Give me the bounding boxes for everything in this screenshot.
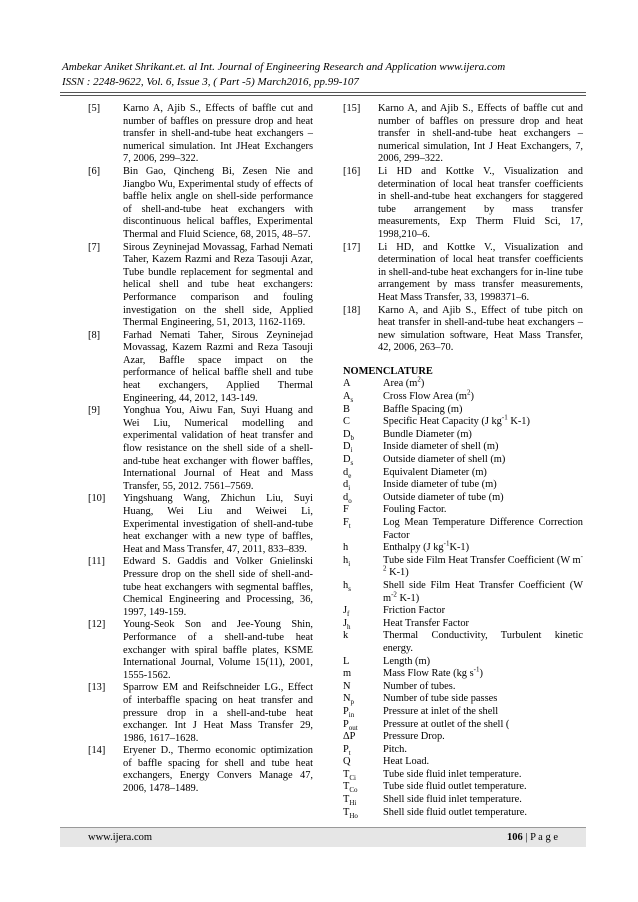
nomenclature-item xyxy=(343,693,583,706)
footer-url: www.ijera.com xyxy=(88,832,153,843)
symbol-letter: F xyxy=(343,517,349,528)
nomenclature-definition: Specific Heat Capacity (J kg xyxy=(383,416,502,428)
nomenclature-list xyxy=(343,378,583,819)
nomenclature-symbol xyxy=(343,794,356,807)
nomenclature-symbol xyxy=(343,416,350,429)
symbol-subscript: o xyxy=(348,496,352,505)
symbol-letter: T xyxy=(343,794,350,806)
symbol-letter: A xyxy=(343,378,351,390)
nomenclature-item xyxy=(343,781,583,794)
reference-text: Farhad Nemati Taher, Sirous Zeyninejad Movassag, Kazem Razmi and Reza Tasouji Azar, Baffle space impact on the performance of helical baffle shell and tube heat exchangers, Applied Thermal Engineering, 44, 2012, 143-149. xyxy=(123,329,313,404)
reference-number: [13] xyxy=(88,682,106,694)
nomenclature-item xyxy=(343,517,583,542)
reference-number: [9] xyxy=(88,405,101,417)
right-column xyxy=(343,103,583,819)
nomenclature-symbol xyxy=(343,517,351,530)
reference-text: Eryener D., Thermo economic optimization of baffle spacing for shell and tube heat exchangers, Energy Convers Manage 47, 2006, 1478–1489. xyxy=(123,745,313,795)
definition-superscript: -1 xyxy=(473,665,480,674)
symbol-subscript: Hi xyxy=(349,799,357,808)
nomenclature-definition: Log Mean Temperature Difference Correction Factor xyxy=(383,517,583,541)
page-number: 106 xyxy=(507,832,523,843)
reference-number: [5] xyxy=(88,103,101,114)
definition-superscript: -1 xyxy=(501,413,508,422)
reference-number: [10] xyxy=(88,493,106,505)
nomenclature-symbol xyxy=(343,668,351,681)
symbol-subscript: in xyxy=(348,710,355,719)
nomenclature-definition: Pressure at inlet of the shell xyxy=(383,705,499,717)
reference-item xyxy=(88,556,313,619)
nomenclature-definition: Fouling Factor. xyxy=(383,504,447,516)
reference-number: [11] xyxy=(88,556,105,568)
symbol-letter: d xyxy=(343,479,349,491)
nomenclature-symbol xyxy=(343,605,349,618)
reference-number: [8] xyxy=(88,329,101,341)
symbol-letter: N xyxy=(343,693,351,705)
nomenclature-definition: Heat Load. xyxy=(383,756,430,768)
nomenclature-definition: Length (m) xyxy=(383,655,431,667)
symbol-letter: N xyxy=(343,680,351,692)
reference-item xyxy=(88,330,313,406)
symbol-subscript: i xyxy=(348,559,351,568)
definition-tail: K-1) xyxy=(449,542,470,554)
symbol-letter: P xyxy=(343,705,349,717)
reference-text: Bin Gao, Qincheng Bi, Zesen Nie and Jiangbo Wu, Experimental study of effects of baffle helix angle on shell-side performance of shell-and-tube heat exchangers with discontinuous helical baffles, Experimental Thermal and Fluid Science, 68, 2015, 48–57. xyxy=(123,165,313,240)
nomenclature-item xyxy=(343,552,583,580)
definition-tail: ) xyxy=(470,391,474,403)
nomenclature-item xyxy=(343,454,583,467)
reference-number: [16] xyxy=(343,165,361,177)
reference-item xyxy=(88,242,313,330)
page-footer xyxy=(60,827,586,847)
symbol-subscript: p xyxy=(350,698,355,707)
nomenclature-definition: Tube side fluid inlet temperature. xyxy=(383,768,522,780)
nomenclature-symbol xyxy=(343,555,350,568)
symbol-letter: k xyxy=(343,630,349,642)
symbol-letter: D xyxy=(343,441,351,453)
definition-tail: K-1) xyxy=(507,416,530,428)
reference-text: Young-Seok Son and Jee-Young Shin, Performance of a shell-and-tube heat exchanger with spiral baffle plates, KSME International Journal, Volume 15(11), 2001, 1555-1562. xyxy=(123,619,313,681)
symbol-subscript: e xyxy=(348,471,352,480)
definition-superscript: -2 xyxy=(391,590,397,599)
nomenclature-item xyxy=(343,706,583,719)
nomenclature-definition: Shell side Film Heat Transfer Coefficient (W m xyxy=(383,579,583,604)
nomenclature-definition: Shell side fluid outlet temperature. xyxy=(383,806,527,818)
symbol-letter: L xyxy=(343,655,350,667)
nomenclature-item xyxy=(343,580,583,605)
nomenclature-item xyxy=(343,807,583,820)
nomenclature-item xyxy=(343,492,583,505)
symbol-letter: h xyxy=(343,579,349,591)
nomenclature-symbol xyxy=(343,504,349,517)
reference-number: [12] xyxy=(88,619,106,631)
nomenclature-definition: Cross Flow Area (m xyxy=(383,391,467,403)
nomenclature-definition: Inside diameter of tube (m) xyxy=(383,479,497,491)
nomenclature-symbol xyxy=(343,378,351,391)
nomenclature-symbol xyxy=(343,618,351,631)
nomenclature-symbol xyxy=(343,769,356,782)
symbol-letter: D xyxy=(343,428,351,440)
definition-superscript: 2 xyxy=(467,388,471,397)
symbol-subscript: t xyxy=(348,748,351,757)
reference-item xyxy=(88,619,313,682)
nomenclature-item xyxy=(343,467,583,480)
header-rule-bottom xyxy=(60,95,586,96)
definition-superscript: -2 xyxy=(383,552,583,573)
reference-text: Sirous Zeyninejad Movassag, Farhad Nemati Taher, Kazem Razmi and Reza Tasouji Azar, Tube bundle replacement for segmental and helical shell and tube heat exchangers: Performance comparison and fouling investigation on the shell side, Applied Thermal Engineering, 51, 2013, 1162-1169. xyxy=(123,241,313,329)
nomenclature-definition: Baffle Spacing (m) xyxy=(383,403,463,415)
reference-item xyxy=(343,103,583,166)
reference-text: Sparrow EM and Reifschneider LG., Effect of interbaffle spacing on heat transfer and pressure drop in a shell-and-tube heat exchanger. Int J Heat Mass Transfer 29, 1986, 1617–1628. xyxy=(123,682,313,744)
nomenclature-symbol xyxy=(343,479,350,492)
header-issn: ISSN : 2248-9622, Vol. 6, Issue 3, ( Part -5) March2016, pp.99-107 xyxy=(62,76,359,88)
reference-item xyxy=(88,493,313,556)
symbol-letter: T xyxy=(343,806,350,818)
nomenclature-item xyxy=(343,756,583,769)
nomenclature-item xyxy=(343,429,583,442)
nomenclature-definition: Area (m xyxy=(383,378,418,390)
symbol-subscript: t xyxy=(348,522,351,531)
symbol-subscript: Ho xyxy=(349,811,358,820)
reference-item xyxy=(88,405,313,493)
reference-number: [18] xyxy=(343,304,361,316)
symbol-letter: C xyxy=(343,416,350,428)
symbol-subscript: s xyxy=(350,396,354,405)
running-header xyxy=(62,60,582,90)
nomenclature-symbol xyxy=(343,429,354,442)
nomenclature-definition: Pressure Drop. xyxy=(383,731,445,743)
nomenclature-definition: Equivalent Diameter (m) xyxy=(383,466,487,478)
symbol-letter: d xyxy=(343,491,349,503)
reference-number: [17] xyxy=(343,241,361,253)
nomenclature-item xyxy=(343,618,583,631)
nomenclature-item xyxy=(343,731,583,744)
reference-text: Li HD, and Kottke V., Visualization and determination of local heat transfer coefficients in shell-and-tube heat exchangers for in-line tube arrangement by mass transfer measurements, Heat Mass Transfer, 33, 1998371–6. xyxy=(378,241,583,303)
symbol-subscript: h xyxy=(347,622,351,631)
definition-superscript: 2 xyxy=(417,376,421,384)
symbol-subscript: i xyxy=(350,446,353,455)
symbol-subscript: Co xyxy=(349,786,358,795)
nomenclature-definition: Inside diameter of shell (m) xyxy=(383,441,499,453)
nomenclature-definition: Heat Transfer Factor xyxy=(383,617,469,629)
reference-text: Karno A, and Ajib S., Effect of tube pitch on heat transfer in shell-and-tube heat exchangers – new simulation software, Heat Mass Transfer, 42, 2006, 263–70. xyxy=(378,304,583,354)
symbol-subscript: s xyxy=(350,459,354,468)
nomenclature-item xyxy=(343,504,583,517)
symbol-letter: P xyxy=(343,718,349,730)
reference-text: Karno A, and Ajib S., Effects of baffle cut and number of baffles on pressure drop and heat transfer in shell-and-tube heat exchangers – numerical simulation, Int J Heat Exchangers, 7, 2006, 299–322. xyxy=(378,103,583,165)
nomenclature-item xyxy=(343,681,583,694)
definition-tail: K-1) xyxy=(396,592,420,604)
symbol-letter: A xyxy=(343,391,351,403)
reference-item xyxy=(88,103,313,166)
nomenclature-item xyxy=(343,413,583,429)
reference-item xyxy=(88,682,313,745)
definition-tail: ) xyxy=(420,378,425,390)
nomenclature-symbol xyxy=(343,681,351,694)
definition-tail: ) xyxy=(479,668,483,680)
reference-number: [6] xyxy=(88,165,101,177)
nomenclature-definition: Outside diameter of tube (m) xyxy=(383,491,504,503)
nomenclature-symbol xyxy=(343,454,353,467)
symbol-letter: P xyxy=(343,743,349,755)
nomenclature-symbol xyxy=(343,580,351,593)
reference-number: [15] xyxy=(343,103,361,114)
page-label: | P a g e xyxy=(522,832,558,843)
nomenclature-item xyxy=(343,744,583,757)
nomenclature-symbol xyxy=(343,756,351,769)
reference-item xyxy=(343,305,583,355)
nomenclature-symbol xyxy=(343,391,353,404)
definition-superscript: -1 xyxy=(443,539,450,548)
nomenclature-item xyxy=(343,441,583,454)
nomenclature-item xyxy=(343,404,583,417)
symbol-letter: J xyxy=(343,605,348,617)
footer-page-number xyxy=(507,828,558,847)
nomenclature-item xyxy=(343,605,583,618)
symbol-subscript: Ci xyxy=(349,773,356,782)
nomenclature-definition: Tube side Film Heat Transfer Coefficient (W m xyxy=(383,554,581,566)
nomenclature-symbol xyxy=(343,492,352,505)
nomenclature-definition: Enthalpy (J kg xyxy=(383,542,444,554)
references-left-column xyxy=(88,103,313,796)
nomenclature-item xyxy=(343,794,583,807)
nomenclature-definition: Outside diameter of shell (m) xyxy=(383,454,506,466)
nomenclature-symbol xyxy=(343,719,358,732)
symbol-letter: B xyxy=(343,403,350,415)
reference-text: Karno A, Ajib S., Effects of baffle cut and number of baffles on pressure drop and heat transfer in shell-and-tube heat exchangers – numerical simulation. Int JHeat Exchangers 7, 2006, 299–322. xyxy=(123,103,313,165)
symbol-letter: m xyxy=(343,668,352,680)
nomenclature-symbol xyxy=(343,404,350,417)
symbol-subscript: out xyxy=(348,723,358,732)
symbol-letter: D xyxy=(343,454,351,466)
nomenclature-definition: Mass Flow Rate (kg s xyxy=(383,668,474,680)
reference-item xyxy=(343,166,583,242)
nomenclature-item xyxy=(343,378,583,391)
symbol-letter: T xyxy=(343,781,350,793)
nomenclature-definition: Bundle Diameter (m) xyxy=(383,428,472,440)
symbol-letter: F xyxy=(343,504,349,516)
nomenclature-item xyxy=(343,630,583,655)
nomenclature-item xyxy=(343,479,583,492)
nomenclature-symbol xyxy=(343,807,358,820)
symbol-letter: J xyxy=(343,617,348,629)
nomenclature-definition: Pitch. xyxy=(383,743,407,755)
nomenclature-definition: Pressure at outlet of the shell ( xyxy=(383,718,510,730)
nomenclature-symbol xyxy=(343,467,351,480)
nomenclature-heading: NOMENCLATURE xyxy=(343,365,433,377)
nomenclature-symbol xyxy=(343,630,348,643)
nomenclature-definition: Thermal Conductivity, Turbulent kinetic energy. xyxy=(383,630,583,654)
header-rule-top xyxy=(60,92,586,93)
symbol-subscript: i xyxy=(348,484,351,493)
nomenclature-definition: Shell side fluid inlet temperature. xyxy=(383,794,522,806)
nomenclature-item xyxy=(343,665,583,681)
symbol-subscript: f xyxy=(347,610,350,619)
nomenclature-definition: Tube side fluid outlet temperature. xyxy=(383,781,527,793)
symbol-letter: h xyxy=(343,542,349,554)
references-right-list xyxy=(343,103,583,355)
nomenclature-item xyxy=(343,719,583,732)
symbol-letter: ΔP xyxy=(343,731,356,743)
nomenclature-symbol xyxy=(343,781,358,794)
nomenclature-symbol xyxy=(343,744,351,757)
nomenclature-symbol xyxy=(343,542,348,555)
symbol-subscript: s xyxy=(348,585,351,594)
reference-number: [7] xyxy=(88,241,101,253)
reference-text: Li HD and Kottke V., Visualization and determination of local heat transfer coefficients in shell-and-tube heat exchangers for staggered tube arrangement by mass transfer measurements, Exp Therm Fluid Sci, 17, 1998,210–6. xyxy=(378,165,583,240)
reference-item xyxy=(343,242,583,305)
reference-text: Yonghua You, Aiwu Fan, Suyi Huang and Wei Liu, Numerical modelling and experimental validation of heat transfer and flow resistance on the shell side of a shell-and-tube heat exchanger with flower baffles, International Journal of Heat and Mass Transfer, 55, 2012. 7561–7569. xyxy=(123,405,313,492)
nomenclature-item xyxy=(343,539,583,555)
definition-tail: K-1) xyxy=(386,567,409,579)
header-citation: Ambekar Aniket Shrikant.et. al Int. Journal of Engineering Research and Application www.ijera.com xyxy=(62,61,506,73)
symbol-letter: h xyxy=(343,554,349,566)
nomenclature-item xyxy=(343,656,583,669)
nomenclature-symbol xyxy=(343,731,355,744)
nomenclature-symbol xyxy=(343,656,349,669)
reference-item xyxy=(88,745,313,795)
symbol-letter: d xyxy=(343,466,349,478)
nomenclature-symbol xyxy=(343,693,354,706)
symbol-letter: Q xyxy=(343,756,351,768)
reference-item xyxy=(88,166,313,242)
nomenclature-symbol xyxy=(343,706,354,719)
nomenclature-item xyxy=(343,769,583,782)
reference-text: Edward S. Gaddis and Volker Gnielinski Pressure drop on the shell side of shell-and-tube heat exchangers with segmental baffles, Chemical Engineering and Processing, 36, 1997, 149-159. xyxy=(123,556,313,618)
nomenclature-symbol xyxy=(343,441,352,454)
nomenclature-item xyxy=(343,388,583,405)
symbol-letter: T xyxy=(343,768,350,780)
reference-number: [14] xyxy=(88,745,106,757)
reference-text: Yingshuang Wang, Zhichun Liu, Suyi Huang, Wei Liu and Weiwei Li, Experimental investigation of shell-and-tube heat exchanger with a new type of baffles, Heat and Mass Transfer, 47, 2011, 833–839. xyxy=(123,493,313,555)
nomenclature-definition: Number of tube side passes xyxy=(383,693,498,705)
symbol-subscript: b xyxy=(350,433,355,442)
nomenclature-definition: Friction Factor xyxy=(383,605,446,617)
nomenclature-definition: Number of tubes. xyxy=(383,680,456,692)
